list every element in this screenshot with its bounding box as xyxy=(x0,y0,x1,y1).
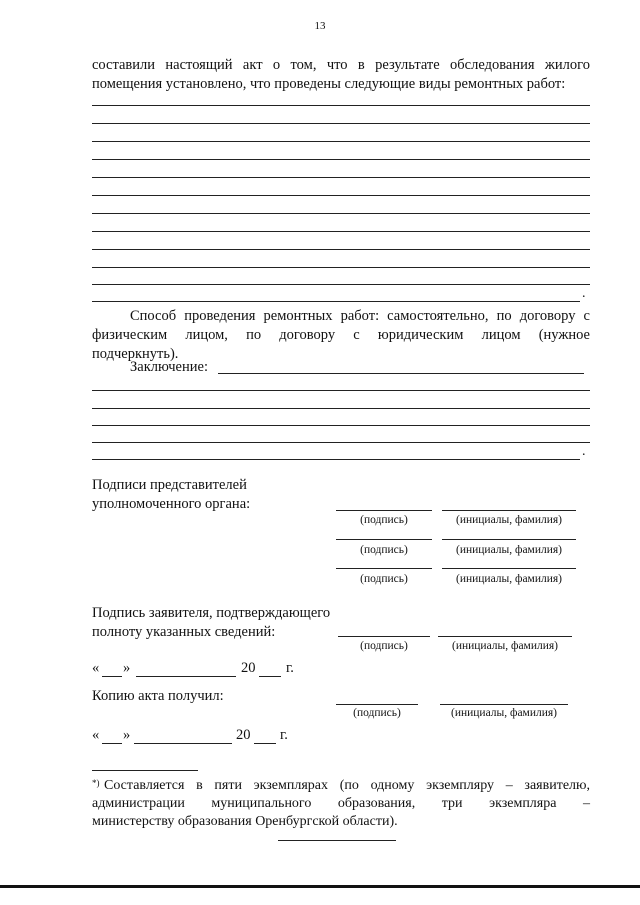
signature-line[interactable] xyxy=(336,510,432,511)
name-line[interactable] xyxy=(442,568,576,569)
quote-open: « xyxy=(92,727,100,743)
blank-line[interactable] xyxy=(92,213,590,214)
blank-line[interactable] xyxy=(92,231,590,232)
closing-rule xyxy=(278,840,396,841)
name-line[interactable] xyxy=(440,704,568,705)
conclusion-field[interactable] xyxy=(218,373,584,374)
month-field[interactable] xyxy=(134,743,232,744)
signature-caption: (подпись) xyxy=(360,640,408,652)
month-field[interactable] xyxy=(136,676,236,677)
signature-caption: (подпись) xyxy=(353,707,401,719)
repair-method-line-1: Способ проведения ремонтных работ: самостоятельно, по договору с xyxy=(130,308,590,324)
blank-line[interactable] xyxy=(92,123,590,124)
quote-close: » xyxy=(123,660,131,676)
blank-line[interactable] xyxy=(92,195,590,196)
year-field[interactable] xyxy=(259,676,281,677)
blank-line[interactable] xyxy=(92,459,580,460)
signature-caption: (подпись) xyxy=(360,514,408,526)
century: 20 xyxy=(241,660,256,676)
page-bottom-rule xyxy=(0,885,640,888)
year-suffix: г. xyxy=(286,660,294,676)
authority-label-line-2: уполномоченного органа: xyxy=(92,496,251,512)
intro-line-2: помещения установлено, что проведены следующие виды ремонтных работ: xyxy=(92,76,566,92)
century: 20 xyxy=(236,727,251,743)
signature-caption: (подпись) xyxy=(360,544,408,556)
line-end-period: . xyxy=(582,286,586,301)
signature-line[interactable] xyxy=(336,704,418,705)
signature-line[interactable] xyxy=(336,539,432,540)
day-field[interactable] xyxy=(102,743,122,744)
authority-label-line-1: Подписи представителей xyxy=(92,477,247,493)
quote-close: » xyxy=(123,727,131,743)
name-line[interactable] xyxy=(438,636,572,637)
quote-open: « xyxy=(92,660,100,676)
name-line[interactable] xyxy=(442,510,576,511)
footnote-line-3: министерству образования Оренбургской области). xyxy=(92,814,398,829)
footnote-mark: *) xyxy=(92,778,100,788)
year-field[interactable] xyxy=(254,743,276,744)
blank-line[interactable] xyxy=(92,105,590,106)
page-number: 13 xyxy=(314,20,326,32)
copy-received-label: Копию акта получил: xyxy=(92,688,224,704)
blank-line[interactable] xyxy=(92,425,590,426)
name-caption: (инициалы, фамилия) xyxy=(450,707,558,719)
blank-line[interactable] xyxy=(92,249,590,250)
intro-line-1: составили настоящий акт о том, что в результате обследования жилого xyxy=(92,57,590,73)
signature-caption: (подпись) xyxy=(360,573,408,585)
blank-line[interactable] xyxy=(92,159,590,160)
blank-line[interactable] xyxy=(92,284,590,285)
footnote-separator xyxy=(92,770,198,771)
year-suffix: г. xyxy=(280,727,288,743)
repair-method-line-2: физическим лицом, по договору с юридическим лицом (нужное xyxy=(92,327,590,343)
conclusion-label: Заключение: xyxy=(130,359,208,375)
name-caption: (инициалы, фамилия) xyxy=(451,640,559,652)
blank-line[interactable] xyxy=(92,390,590,391)
signature-line[interactable] xyxy=(336,568,432,569)
name-line[interactable] xyxy=(442,539,576,540)
name-caption: (инициалы, фамилия) xyxy=(455,544,563,556)
applicant-label-line-2: полноту указанных сведений: xyxy=(92,624,276,640)
footnote-line-2: администрации муниципального образования, три экземпляра – xyxy=(92,796,590,811)
name-caption: (инициалы, фамилия) xyxy=(455,514,563,526)
blank-line[interactable] xyxy=(92,177,590,178)
blank-line[interactable] xyxy=(92,141,590,142)
footnote-line-1: Составляется в пяти экземплярах (по одному экземпляру – заявителю, xyxy=(104,778,590,793)
blank-line[interactable] xyxy=(92,267,590,268)
day-field[interactable] xyxy=(102,676,122,677)
blank-line[interactable] xyxy=(92,301,580,302)
name-caption: (инициалы, фамилия) xyxy=(455,573,563,585)
repair-method-line-3: подчеркнуть). xyxy=(92,346,179,362)
blank-line[interactable] xyxy=(92,442,590,443)
line-end-period: . xyxy=(582,444,586,459)
signature-line[interactable] xyxy=(338,636,430,637)
applicant-label-line-1: Подпись заявителя, подтверждающего xyxy=(92,605,331,621)
blank-line[interactable] xyxy=(92,408,590,409)
